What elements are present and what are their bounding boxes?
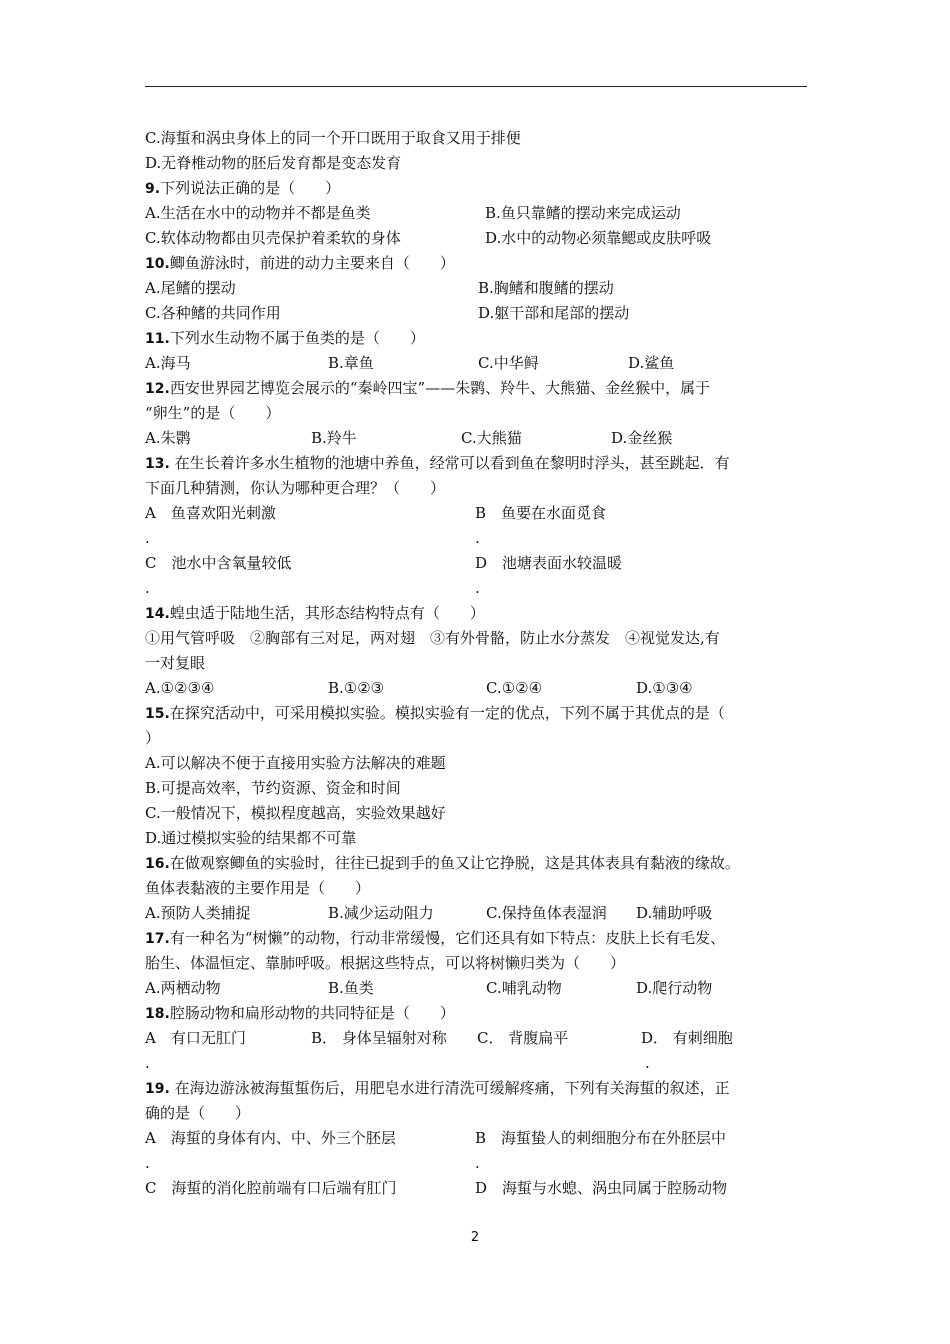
question-number: 15.: [145, 706, 170, 722]
options-row: [145, 426, 807, 451]
options-row: [145, 1126, 807, 1151]
question-stem: [145, 1076, 807, 1101]
options-row: [145, 226, 807, 251]
options-row: [145, 676, 807, 701]
answer-option: D.①③④: [636, 679, 693, 697]
question-stem: [145, 701, 807, 726]
text-line: B.可提高效率，节约资源、资金和时间: [145, 779, 401, 797]
answer-option: C.大熊猫: [461, 429, 522, 447]
options-row: [145, 276, 807, 301]
answer-option: C.哺乳动物: [486, 979, 562, 997]
text-line: C.一般情况下，模拟程度越高，实验效果越好: [145, 804, 446, 822]
question-stem: [145, 326, 807, 351]
question-text: 下列说法正确的是（ ）: [160, 179, 341, 197]
question-number: 13.: [145, 456, 170, 472]
question-number: 12.: [145, 381, 170, 397]
text-line: C.海蜇和涡虫身体上的同一个开口既用于取食又用于排便: [145, 129, 521, 147]
question-text: 下列水生动物不属于鱼类的是（ ）: [169, 329, 425, 347]
question-number: 19.: [145, 1081, 170, 1097]
answer-option: A.朱鹮: [145, 429, 191, 447]
text-line: 下面几种猜测，你认为哪种更合理？（ ）: [145, 479, 446, 497]
options-row: [145, 976, 807, 1001]
answer-option: C.各种鳍的共同作用: [145, 304, 281, 322]
answer-option: C.中华鲟: [478, 354, 539, 372]
answer-option: A.海马: [145, 354, 191, 372]
options-row: [145, 1026, 807, 1051]
text-line: 胎生、体温恒定、靠肺呼吸。根据这些特点，可以将树懒归类为（ ）: [145, 954, 626, 972]
dot-mark: .: [145, 529, 150, 547]
answer-option: C 池水中含氧量较低: [145, 554, 292, 572]
dot-mark: .: [475, 1154, 480, 1172]
options-row: [145, 301, 807, 326]
answer-option: C． 背腹扁平: [477, 1029, 569, 1047]
question-number: 10.: [145, 256, 170, 272]
options-row: [145, 351, 807, 376]
text-line: A.可以解决不便于直接用实验方法解决的难题: [145, 754, 446, 772]
options-row: [145, 901, 807, 926]
question-text: 鲫鱼游泳时，前进的动力主要来自（ ）: [169, 254, 455, 272]
answer-option: D.辅助呼吸: [636, 904, 713, 922]
question-text: 在生长着许多水生植物的池塘中养鱼，经常可以看到鱼在黎明时浮头，甚至跳起．有: [169, 454, 730, 472]
answer-option: B.胸鳍和腹鳍的摆动: [478, 279, 614, 297]
dot-mark: .: [645, 1054, 650, 1072]
question-stem: [145, 451, 807, 476]
page-content: [145, 126, 807, 1201]
question-number: 18.: [145, 1006, 170, 1022]
dot-mark: .: [145, 579, 150, 597]
dot-row: [145, 1051, 807, 1076]
question-text: 在做观察鲫鱼的实验时，往往已捉到手的鱼又让它挣脱，这是其体表具有黏液的缘故。: [169, 854, 740, 872]
answer-option: B． 身体呈辐射对称: [311, 1029, 447, 1047]
question-number: 16.: [145, 856, 170, 872]
answer-option: C.软体动物都由贝壳保护着柔软的身体: [145, 229, 401, 247]
answer-option: A 海蜇的身体有内、中、外三个胚层: [145, 1129, 396, 1147]
answer-option: D.鲨鱼: [628, 354, 675, 372]
answer-option: D． 有刺细胞: [641, 1029, 733, 1047]
dot-mark: .: [145, 1154, 150, 1172]
question-text: 腔肠动物和扁形动物的共同特征是（ ）: [169, 1004, 455, 1022]
answer-option: B.鱼只靠鳍的摆动来完成运动: [485, 204, 681, 222]
answer-option: C 海蜇的消化腔前端有口后端有肛门: [145, 1179, 397, 1197]
question-number: 17.: [145, 931, 170, 947]
answer-option: B.羚牛: [311, 429, 357, 447]
answer-option: A.生活在水中的动物并不都是鱼类: [145, 204, 371, 222]
text-line: ①用气管呼吸 ②胸部有三对足，两对翅 ③有外骨骼，防止水分蒸发 ④视觉发达,有: [145, 629, 720, 647]
question-stem: [145, 601, 807, 626]
answer-option: B.鱼类: [328, 979, 374, 997]
answer-option: D 海蜇与水螅、涡虫同属于腔肠动物: [475, 1179, 728, 1197]
options-row: [145, 551, 807, 576]
text-line: D.无脊椎动物的胚后发育都是变态发育: [145, 154, 402, 172]
question-stem: [145, 176, 807, 201]
dot-row: [145, 576, 807, 601]
text-line: 鱼体表黏液的主要作用是（ ）: [145, 879, 371, 897]
question-stem: [145, 926, 807, 951]
question-text: 西安世界园艺博览会展示的“秦岭四宝”——朱鹮、羚牛、大熊猫、金丝猴中，属于: [169, 379, 711, 397]
answer-option: D 池塘表面水较温暖: [475, 554, 623, 572]
answer-option: B 海蜇蛰人的刺细胞分布在外胚层中: [475, 1129, 727, 1147]
answer-option: C.保持鱼体表湿润: [486, 904, 607, 922]
answer-option: B.减少运动阻力: [328, 904, 434, 922]
answer-option: B.①②③: [328, 679, 385, 697]
question-stem: [145, 251, 807, 276]
answer-option: D.爬行动物: [636, 979, 713, 997]
question-text: 有一种名为“树懒”的动物，行动非常缓慢，它们还具有如下特点：皮肤上长有毛发、: [169, 929, 726, 947]
header-rule: [145, 86, 807, 87]
text-line: ）: [145, 729, 161, 747]
page-number: 2: [470, 1230, 480, 1245]
answer-option: A 鱼喜欢阳光刺激: [145, 504, 276, 522]
options-row: [145, 201, 807, 226]
dot-row: [145, 526, 807, 551]
dot-mark: .: [475, 529, 480, 547]
text-line: 确的是（ ）: [145, 1104, 251, 1122]
text-line: 一对复眼: [145, 654, 206, 672]
dot-mark: .: [475, 579, 480, 597]
question-text: 在探究活动中，可采用模拟实验。模拟实验有一定的优点，下列不属于其优点的是（: [169, 704, 725, 722]
options-row: [145, 501, 807, 526]
answer-option: A.两栖动物: [145, 979, 221, 997]
answer-option: D.水中的动物必须靠鳃或皮肤呼吸: [485, 229, 712, 247]
answer-option: A.尾鳍的摆动: [145, 279, 236, 297]
question-number: 14.: [145, 606, 170, 622]
question-text: 蝗虫适于陆地生活，其形态结构特点有（ ）: [169, 604, 485, 622]
question-number: 9.: [145, 181, 161, 197]
answer-option: A.预防人类捕捉: [145, 904, 251, 922]
answer-option: D.躯干部和尾部的摆动: [478, 304, 630, 322]
answer-option: A.①②③④: [145, 679, 215, 697]
answer-option: C.①②④: [486, 679, 543, 697]
text-line: “卵生”的是（ ）: [145, 404, 281, 422]
question-text: 在海边游泳被海蜇蜇伤后，用肥皂水进行清洗可缓解疼痛，下列有关海蜇的叙述，正: [169, 1079, 730, 1097]
question-stem: [145, 376, 807, 401]
answer-option: A 有口无肛门: [145, 1029, 246, 1047]
question-stem: [145, 851, 807, 876]
answer-option: B.章鱼: [328, 354, 374, 372]
question-stem: [145, 1001, 807, 1026]
question-number: 11.: [145, 331, 170, 347]
dot-row: [145, 1151, 807, 1176]
dot-mark: .: [145, 1054, 150, 1072]
options-row: [145, 1176, 807, 1201]
answer-option: D.金丝猴: [611, 429, 673, 447]
answer-option: B 鱼要在水面觅食: [475, 504, 607, 522]
text-line: D.通过模拟实验的结果都不可靠: [145, 829, 357, 847]
